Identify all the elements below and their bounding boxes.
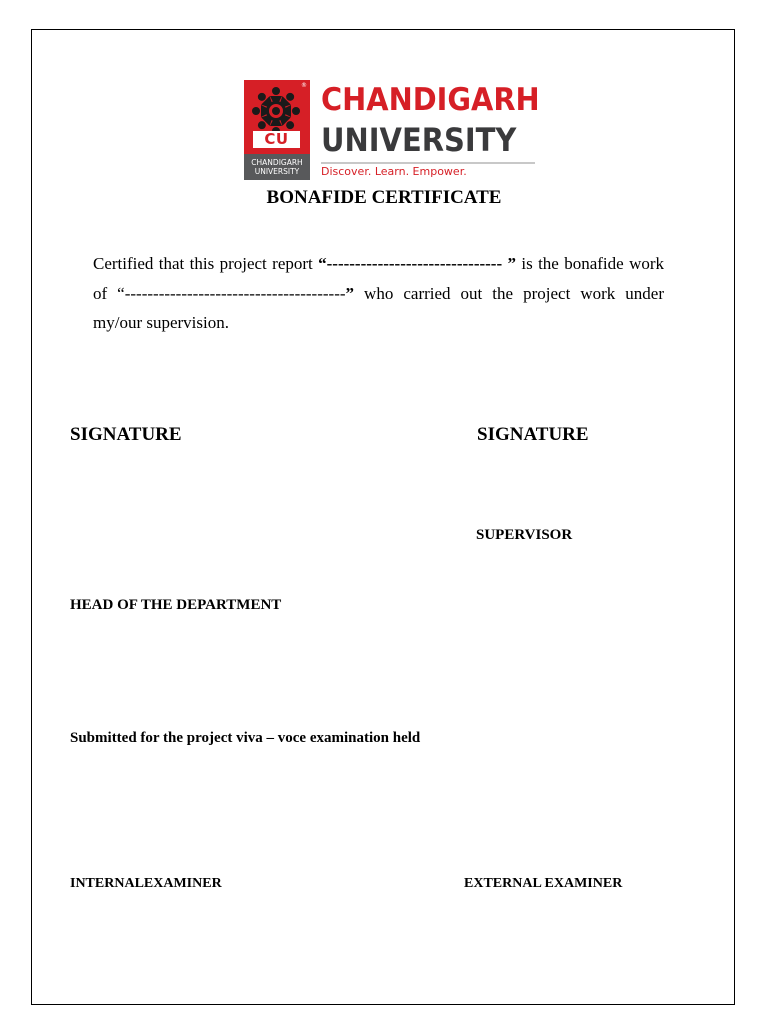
document-title: BONAFIDE CERTIFICATE (266, 187, 502, 208)
logo-title-line1: CHANDIGARH (321, 82, 540, 118)
logo-tagline: Discover. Learn. Empower. (321, 165, 467, 178)
supervisor-label: SUPERVISOR (476, 527, 573, 543)
external-examiner-label: EXTERNAL EXAMINER (464, 876, 623, 891)
certificate-paragraph (93, 249, 664, 338)
logo-emblem (244, 80, 310, 180)
emblem-university-name (244, 154, 310, 180)
supervisor-signature-label: SIGNATURE (477, 424, 589, 445)
emblem-name-line2: UNIVERSITY (254, 167, 300, 176)
university-logo (244, 80, 540, 180)
emblem-cu-text: CU (253, 131, 300, 148)
head-of-department-label: HEAD OF THE DEPARTMENT (70, 597, 282, 613)
project-title-blank: “------------------------------- ” (318, 254, 516, 273)
cert-text-3: who carried out the project work under my/our supervision. (93, 283, 664, 332)
registered-mark: ® (301, 82, 307, 89)
logo-title-line2: UNIVERSITY (321, 121, 517, 159)
cert-text-1: Certified that this project report (93, 254, 319, 273)
internal-examiner-label: INTERNALEXAMINER (70, 876, 222, 891)
emblem-name-line1: CHANDIGARH (251, 158, 303, 167)
cert-text-2: is the bonafide work of “ (93, 254, 665, 303)
viva-submission-line: Submitted for the project viva – voce examination held (70, 730, 421, 746)
hod-signature-label: SIGNATURE (70, 424, 182, 445)
student-name-blank: --------------------------------------- (124, 283, 346, 303)
student-quote-close: ” (345, 283, 355, 303)
